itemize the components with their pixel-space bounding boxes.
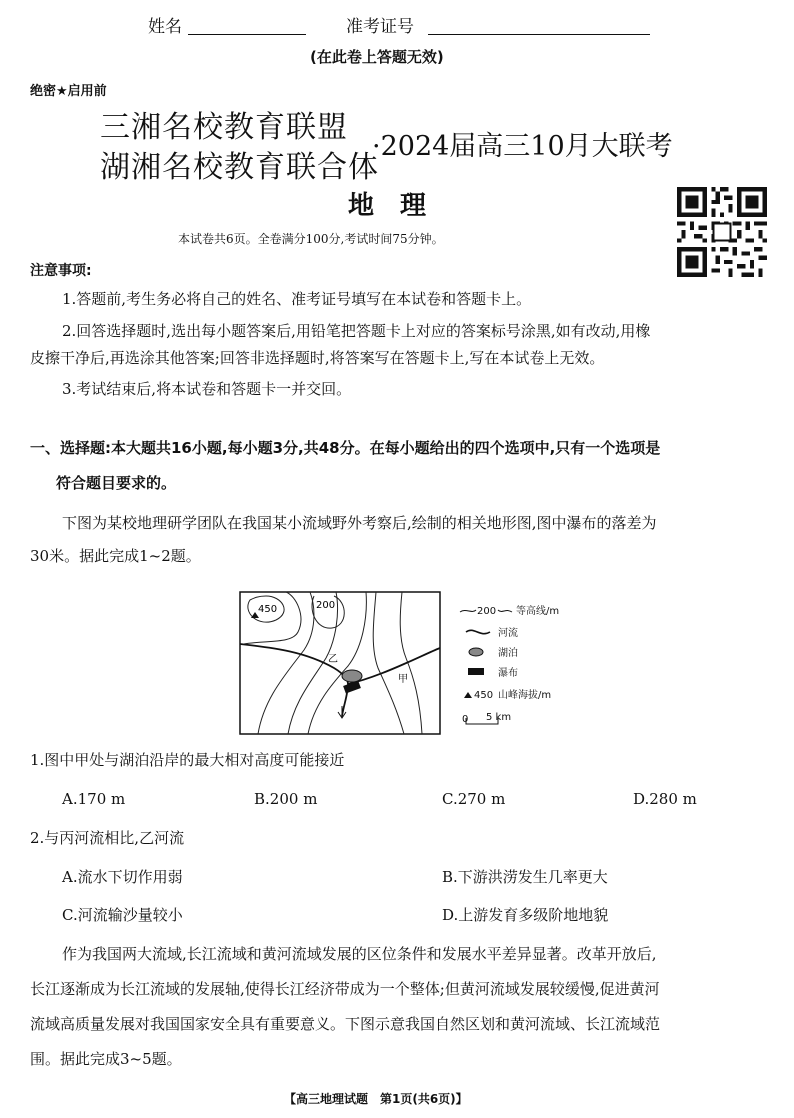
lake — [342, 670, 362, 682]
note-item-3: 3.考试结束后,将本试卷和答题卡一并交回。 — [62, 380, 352, 398]
legend-peak-text: 山峰海拔/m — [498, 690, 552, 701]
section-heading-line-1: 一、选择题:本大题共16小题,每小题3分,共48分。在每小题给出的四个选项中,只有一个选项是 — [30, 439, 661, 457]
river-label-yi: 乙 — [328, 654, 338, 665]
org-name-2: 湖湘名校教育联合体 — [100, 150, 379, 185]
q2-option-b[interactable]: B.下游洪涝发生几率更大 — [442, 868, 608, 886]
q2-option-c[interactable]: C.河流输沙量较小 — [62, 906, 183, 924]
intro2-line-3: 流域高质量发展对我国国家安全具有重要意义。下图示意我国自然区划和黄河流域、长江流域范 — [30, 1015, 661, 1033]
invalid-note: (在此卷上答题无效) — [310, 48, 444, 66]
peak-label-450: 450 — [258, 604, 278, 615]
id-label: 准考证号 — [346, 17, 414, 37]
org-name-1: 三湘名校教育联盟 — [100, 110, 348, 145]
exam-title: ·2024届高三10月大联考 — [372, 131, 673, 162]
q2-option-d[interactable]: D.上游发育多级阶地地貌 — [442, 906, 609, 924]
q2-option-a[interactable]: A.流水下切作用弱 — [62, 868, 183, 886]
q1-option-c[interactable]: C.270 m — [442, 790, 506, 808]
intro2-line-1: 作为我国两大流域,长江流域和黄河流域发展的区位条件和发展水平差异显著。改革开放后, — [62, 945, 657, 963]
legend-waterfall-text: 瀑布 — [498, 668, 518, 679]
intro1-line-1: 下图为某校地理研学团队在我国某小流域野外考察后,绘制的相关地形图,图中瀑布的落差为 — [62, 514, 657, 532]
q1-option-a[interactable]: A.170 m — [62, 790, 126, 808]
q1-option-d[interactable]: D.280 m — [633, 790, 697, 808]
scale-zero: 0 — [462, 714, 469, 725]
scale-text: 5 km — [486, 712, 512, 723]
secret-label: 绝密★启用前 — [30, 84, 107, 99]
q1-option-b[interactable]: B.200 m — [254, 790, 318, 808]
q2-stem: 2.与丙河流相比,乙河流 — [30, 829, 185, 847]
note-item-2-line-2: 皮擦干净后,再选涂其他答案;回答非选择题时,将答案写在答题卡上,写在本试卷上无效。 — [30, 349, 605, 367]
name-field-line[interactable] — [188, 34, 306, 35]
intro1-line-2: 30米。据此完成1~2题。 — [30, 547, 201, 565]
name-label: 姓名 — [148, 17, 182, 37]
exam-info: 本试卷共6页。全卷满分100分,考试时间75分钟。 — [178, 232, 444, 246]
legend-river-text: 河流 — [498, 628, 518, 639]
intro2-line-4: 围。据此完成3~5题。 — [30, 1050, 182, 1068]
notes-heading: 注意事项: — [30, 263, 92, 279]
qr-code-icon — [677, 187, 767, 277]
topographic-map — [236, 588, 794, 738]
page-footer: 【高三地理试题 第1页(共6页)】 — [284, 1092, 468, 1106]
legend-lake-text: 湖泊 — [498, 648, 518, 659]
note-item-2-line-1: 2.回答选择题时,选出每小题答案后,用铅笔把答题卡上对应的答案标号涂黑,如有改动,用橡 — [62, 322, 651, 340]
contour-label-200: 200 — [316, 600, 336, 611]
subject-title: 地 理 — [348, 191, 427, 221]
section-heading-line-2: 符合题目要求的。 — [56, 474, 177, 492]
legend-peak-value: 450 — [474, 690, 494, 701]
q1-stem: 1.图中甲处与湖泊沿岸的最大相对高度可能接近 — [30, 751, 345, 769]
intro2-line-2: 长江逐渐成为长江流域的发展轴,使得长江经济带成为一个整体;但黄河流域发展较缓慢,促进黄河 — [30, 980, 660, 998]
legend-contour-value: 200 — [477, 606, 497, 617]
id-field-line[interactable] — [428, 34, 650, 35]
note-item-1: 1.答题前,考生务必将自己的姓名、准考证号填写在本试卷和答题卡上。 — [62, 290, 532, 308]
place-label-jia: 甲 — [398, 674, 408, 685]
legend-contour-text: 等高线/m — [516, 606, 560, 617]
